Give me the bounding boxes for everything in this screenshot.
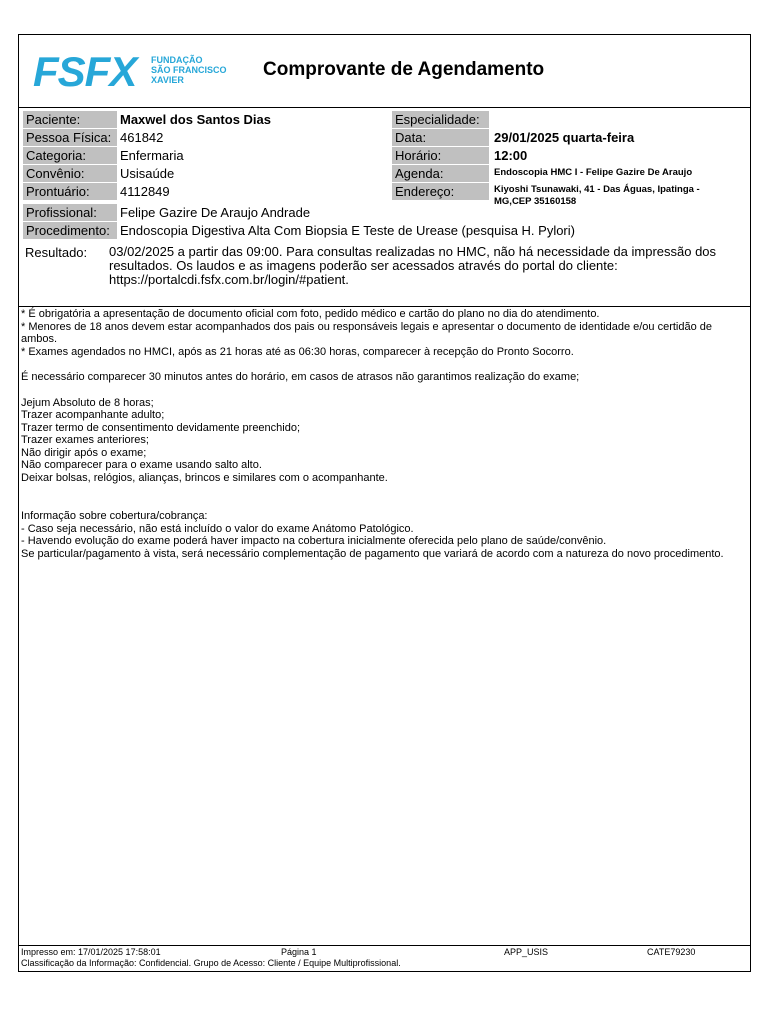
value-professional: Felipe Gazire De Araujo Andrade [120, 205, 311, 220]
arrival-note: É necessário comparecer 30 minutos antes do horário, em casos de atrasos não garantimos realização do exame; [21, 371, 580, 383]
label-procedure: Procedimento: [23, 222, 117, 239]
label-insurance: Convênio: [23, 165, 117, 182]
prep-item: Trazer acompanhante adulto; [21, 409, 165, 421]
doc-code: CATE79230 [647, 947, 696, 957]
value-category: Enfermaria [120, 148, 184, 163]
printed-at: Impresso em: 17/01/2025 17:58:01 [21, 947, 161, 957]
coverage-line: Se particular/pagamento à vista, será necessário complementação de pagamento que variará de acordo com a natureza do novo procedimento. [21, 547, 724, 560]
prep-item: Deixar bolsas, relógios, alianças, brincos e similares com o acompanhante. [21, 471, 388, 484]
value-time: 12:00 [494, 148, 528, 163]
value-person: 461842 [120, 130, 164, 145]
fsfx-logo [33, 48, 253, 95]
instructions [21, 308, 746, 560]
value-insurance: Usisaúde [120, 166, 175, 181]
coverage-line: - Caso seja necessário, não está incluído o valor do exame Anátomo Patológico. [21, 522, 414, 535]
label-person: Pessoa Física: [23, 129, 117, 146]
label-result: Resultado: [25, 245, 88, 260]
prep-item: Não comparecer para o exame usando salto alto. [21, 459, 262, 471]
note-bullet: * É obrigatória a apresentação de documento oficial com foto, pedido médico e cartão do plano no dia do atendimento. [21, 308, 600, 320]
document-footer [19, 945, 750, 973]
app-name: APP_USIS [504, 947, 549, 957]
appointment-info [19, 108, 750, 307]
value-record: 4112849 [120, 184, 170, 199]
value-result: 03/02/2025 a partir das 09:00. Para consultas realizadas no HMC, não há necessidade da impressão dos resultados. Os laudos e as imagens poderão ser acessados através do portal do cliente: https://portalcdi.fsfx.com.br/login/#patient. [109, 244, 717, 287]
label-schedule: Agenda: [392, 165, 489, 182]
note-bullet: * Menores de 18 anos devem estar acompanhados dos pais ou responsáveis legais e apresentar o documento de identidade e/ou certidão de ambos. [21, 320, 713, 345]
label-date: Data: [392, 129, 489, 146]
logo-text [151, 55, 227, 85]
coverage-line: - Havendo evolução do exame poderá haver impacto na cobertura inicialmente oferecida pelo plano de saúde/convênio. [21, 535, 607, 547]
prep-item: Trazer termo de consentimento devidamente preenchido; [21, 421, 301, 434]
value-address-line2: MG,CEP 35160158 [494, 196, 577, 207]
label-record: Prontuário: [23, 183, 117, 200]
value-patient: Maxwel dos Santos Dias [120, 112, 271, 127]
label-specialty: Especialidade: [392, 111, 489, 128]
document-header [19, 35, 750, 108]
logo-mark: FSFX [33, 48, 137, 95]
prep-item: Não dirigir após o exame; [21, 446, 147, 459]
label-professional: Profissional: [23, 204, 117, 221]
coverage-line: Informação sobre cobertura/cobrança: [21, 510, 208, 522]
value-procedure: Endoscopia Digestiva Alta Com Biopsia E Teste de Urease (pesquisa H. Pylori) [120, 223, 575, 238]
document-page [18, 34, 751, 972]
label-patient: Paciente: [23, 111, 117, 128]
value-address-line1: Kiyoshi Tsunawaki, 41 - Das Águas, Ipatinga - [494, 184, 700, 195]
logo-line: FUNDAÇÃO [151, 55, 203, 65]
label-address: Endereço: [392, 183, 489, 200]
logo-line: XAVIER [151, 75, 184, 85]
prep-item: Jejum Absoluto de 8 horas; [21, 396, 154, 409]
value-schedule: Endoscopia HMC I - Felipe Gazire De Araujo [494, 167, 693, 178]
label-time: Horário: [392, 147, 489, 164]
prep-item: Trazer exames anteriores; [21, 434, 149, 446]
logo-line: SÃO FRANCISCO [151, 65, 227, 75]
page-number: Página 1 [281, 947, 317, 957]
document-title: Comprovante de Agendamento [263, 59, 545, 80]
label-category: Categoria: [23, 147, 117, 164]
note-bullet: * Exames agendados no HMCI, após as 21 horas até as 06:30 horas, comparecer à recepção do Pronto Socorro. [21, 345, 574, 358]
value-date: 29/01/2025 quarta-feira [494, 130, 635, 145]
classification: Classificação da Informação: Confidencial. Grupo de Acesso: Cliente / Equipe Multiprofissional. [21, 958, 401, 968]
